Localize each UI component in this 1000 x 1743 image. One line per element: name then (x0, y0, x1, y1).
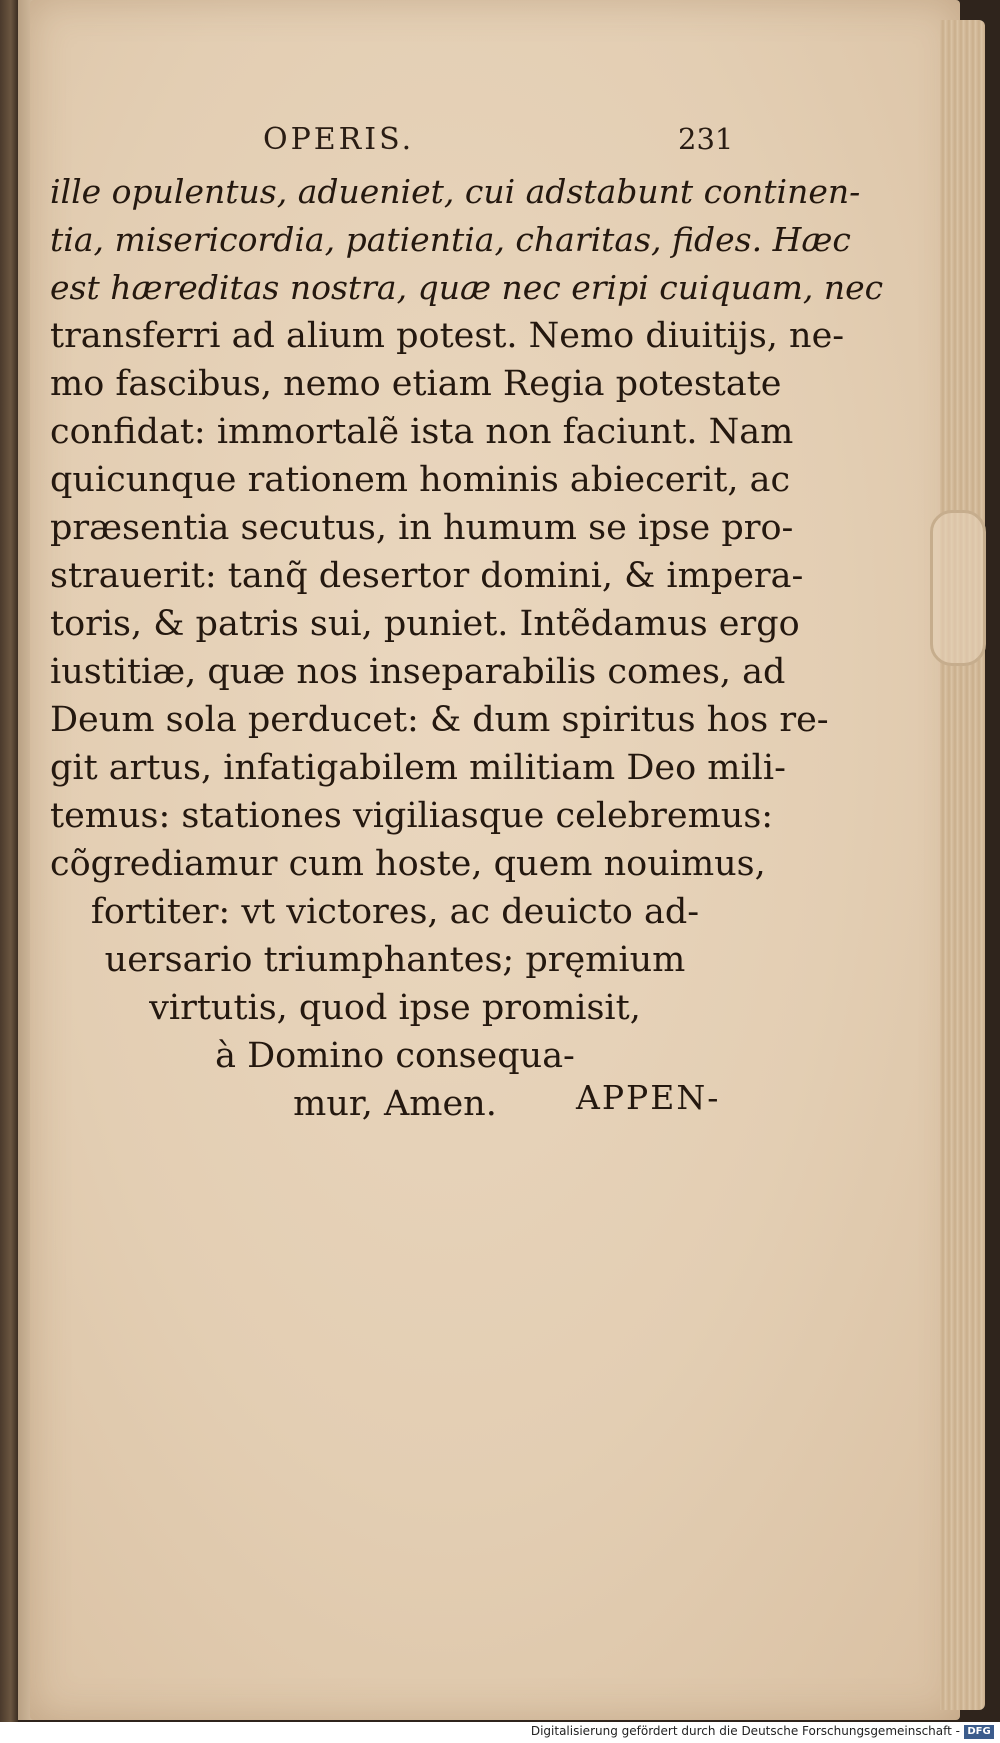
text-line: Deum sola perducet: & dum spiritus hos re- (50, 700, 829, 740)
text-line: transferri ad alium potest. Nemo diuitijs, ne- (50, 316, 845, 356)
catchword: APPEN- (576, 1078, 721, 1117)
closing-line: fortiter: vt victores, ac deuicto ad- (90, 892, 700, 932)
closing-line: mur, Amen. (293, 1084, 497, 1124)
text-line: cõgrediamur cum hoste, quem nouimus, (50, 844, 766, 884)
closing-line: uersario triumphantes; pręmium (104, 940, 686, 980)
text-line: temus: stationes vigiliasque celebremus: (50, 796, 774, 836)
text-line: est hæreditas nostra, quæ nec eripi cuiquam, nec (50, 268, 884, 307)
text-line: ille opulentus, adueniet, cui adstabunt continen- (50, 172, 861, 211)
text-line: mo fascibus, nemo etiam Regia potestate (50, 364, 782, 404)
page-number: 231 (678, 122, 734, 156)
text-line: strauerit: tanq̃ desertor domini, & impera- (50, 556, 804, 596)
closing-line: virtutis, quod ipse promisit, (149, 988, 641, 1028)
text-line: tia, misericordia, patientia, charitas, fides. Hæc (50, 220, 851, 259)
dfg-logo: DFG (964, 1725, 994, 1739)
digitization-footer (0, 1722, 1000, 1743)
text-line: git artus, infatigabilem militiam Deo mili- (50, 748, 786, 788)
running-head (50, 122, 740, 162)
book-spine (0, 0, 18, 1743)
text-line: iustitiæ, quæ nos inseparabilis comes, ad (50, 652, 786, 692)
closing-line: à Domino consequa- (215, 1036, 575, 1076)
running-title: OPERIS. (263, 122, 415, 157)
text-line: præsentia secutus, in humum se ipse pro- (50, 508, 794, 548)
footer-credit: Digitalisierung gefördert durch die Deutsche Forschungsgemeinschaft - (530, 1724, 960, 1738)
text-line: quicunque rationem hominis abiecerit, ac (50, 460, 791, 500)
body-text (50, 168, 884, 1128)
page-block-edges (940, 20, 985, 1710)
text-line: toris, & patris sui, puniet. Intẽdamus ergo (50, 604, 800, 644)
text-line: confidat: immortalẽ ista non faciunt. Nam (50, 412, 794, 452)
page-clip (930, 510, 986, 666)
